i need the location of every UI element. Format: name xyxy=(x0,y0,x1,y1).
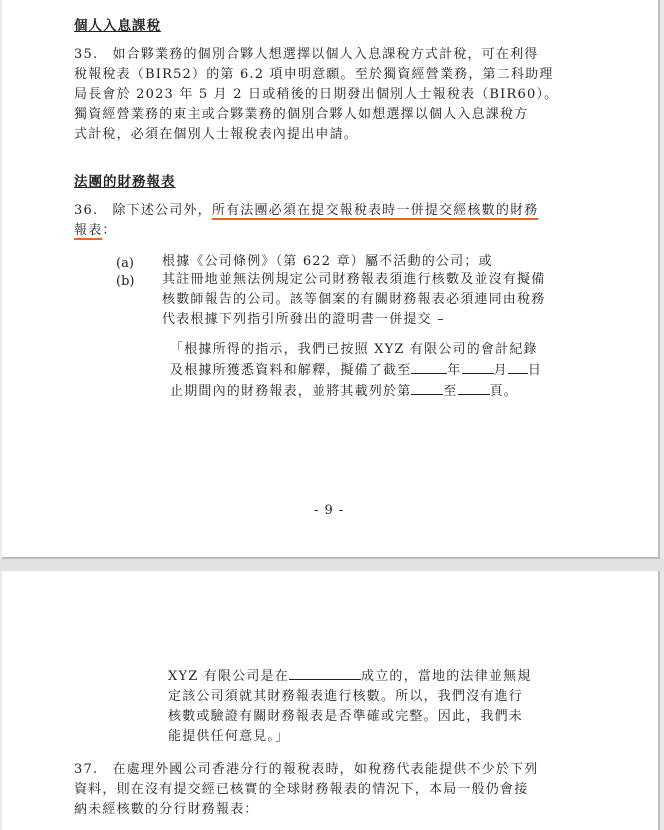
blank-field xyxy=(289,666,361,680)
quote-line xyxy=(170,360,590,381)
paragraph-36-line xyxy=(74,201,594,221)
document-page-10 xyxy=(2,571,660,830)
section-heading-salaries-tax: 個人入息課稅 xyxy=(74,18,161,34)
quote-text: 日 xyxy=(527,363,543,378)
blank-field xyxy=(462,360,494,374)
quote-text: 及根據所獲悉資料和解釋，擬備了截至 xyxy=(170,363,412,378)
paragraph-37-line: 37. 在處理外國公司香港分行的報稅表時，如稅務代表能提供不少於下列 xyxy=(74,762,539,777)
paragraph-35-line: 局長會於 2023 年 5 月 2 日或稍後的日期發出個別人士報稅表（BIR60）。 xyxy=(74,87,559,102)
blank-field xyxy=(411,360,447,374)
quote-text: 成立的，當地的法律並無規 xyxy=(361,669,532,684)
item-b-text xyxy=(162,270,594,330)
paragraph-37 xyxy=(74,760,594,820)
paragraph-35 xyxy=(74,45,594,145)
certificate-quote-continued xyxy=(168,666,588,747)
quote-line xyxy=(168,666,588,687)
item-b-line: 代表根據下列指引所發出的證明書一併提交 – xyxy=(162,312,445,327)
quote-line: 能提供任何意見。」 xyxy=(168,729,290,744)
quote-text: 止期間內的財務報表，並將其載列於第 xyxy=(170,384,412,399)
highlighted-text: 所有法團必須在提交報稅表時一併提交經核數的財務 xyxy=(211,203,539,218)
quote-text: XYZ 有限公司是在 xyxy=(168,669,290,684)
item-b-line: 核數師報告的公司。該等個案的有關財務報表必須連同由稅務 xyxy=(162,292,546,307)
blank-field xyxy=(508,360,528,374)
item-a-label: (a) xyxy=(116,256,134,271)
item-b-label: (b) xyxy=(116,274,135,289)
item-b-line: 其註冊地並無法例規定公司財務報表須進行核數及並沒有擬備 xyxy=(162,272,546,287)
blank-field xyxy=(458,381,490,395)
quote-text: 月 xyxy=(493,363,508,378)
paragraph-36 xyxy=(74,201,594,241)
paragraph-35-line: 式計稅，必須在個別人士報稅表內提出申請。 xyxy=(74,127,359,142)
quote-text: 年 xyxy=(447,363,462,378)
quote-line xyxy=(170,381,590,402)
quote-line: 定該公司須就其財務報表進行核數。所以，我們沒有進行 xyxy=(168,689,524,704)
paragraph-37-line: 納未經核數的分行財務報表： xyxy=(74,802,259,817)
quote-text: 至 xyxy=(443,384,458,399)
page-separator xyxy=(0,559,664,571)
blank-field xyxy=(411,381,443,395)
quote-text: 頁。 xyxy=(489,384,519,399)
paragraph-35-line: 獨資經營業務的東主或合夥業務的個別合夥人如想選擇以個人入息課稅方 xyxy=(74,107,529,122)
section-heading-financial-statements: 法團的財務報表 xyxy=(74,174,176,190)
page-number: - 9 - xyxy=(314,503,345,518)
paragraph-36-line xyxy=(74,221,594,241)
highlighted-text: 報表 xyxy=(74,223,103,238)
document-page-9 xyxy=(2,0,660,559)
item-a-line: 根據《公司條例》（第 622 章）屬不活動的公司；或 xyxy=(162,254,493,269)
paragraph-35-line: 稅報稅表（BIR52）的第 6.2 項申明意願。至於獨資經營業務，第二科助理 xyxy=(74,67,554,82)
quote-line: 核數或驗證有關財務報表是否準確或完整。因此，我們未 xyxy=(168,709,524,724)
paragraph-37-line: 資料，則在沒有提交經已核實的全球財務報表的情況下，本局一般仍會接 xyxy=(74,782,529,797)
paragraph-36-lead: 36. 除下述公司外， xyxy=(74,203,212,218)
paragraph-35-line: 35. 如合夥業務的個別合夥人想選擇以個人入息課稅方式計稅，可在利得 xyxy=(74,47,539,62)
certificate-quote xyxy=(170,340,590,402)
paragraph-36-tail: ： xyxy=(102,223,117,238)
quote-line: 「根據所得的指示，我們已按照 XYZ 有限公司的會計紀錄 xyxy=(170,342,538,357)
item-a-text xyxy=(162,252,594,272)
